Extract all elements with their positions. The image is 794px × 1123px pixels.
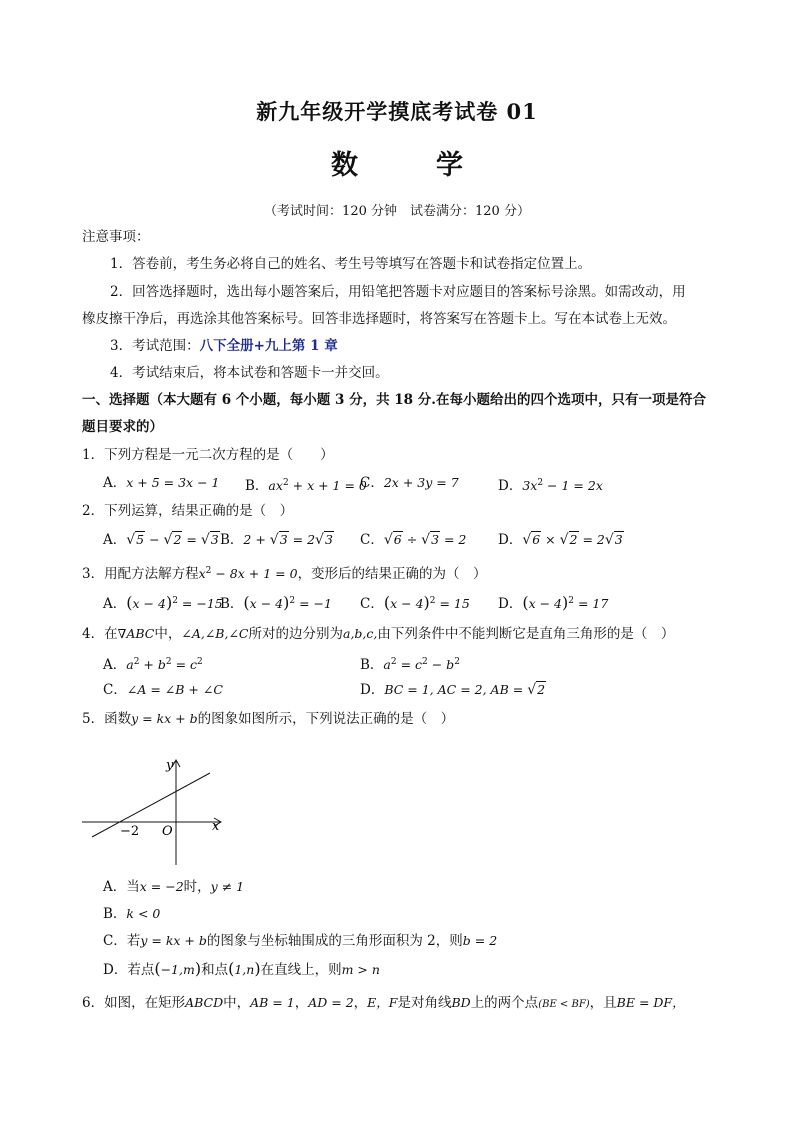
q3-option-c-label: C． bbox=[360, 596, 384, 613]
q5-option-a bbox=[103, 878, 244, 896]
q4-angles: ∠A,∠B,∠C bbox=[181, 626, 249, 641]
q5-option-c-math-2: b = 2 bbox=[462, 933, 498, 948]
q5-option-b-math: k < 0 bbox=[126, 906, 161, 921]
q2-option-c-label: C． bbox=[360, 532, 384, 548]
q2-stem: 2．下列运算，结果正确的是（ ） bbox=[82, 503, 294, 519]
q1-option-b-label: B． bbox=[245, 478, 269, 495]
notes-item-2-line-2: 橡皮擦干净后，再选涂其他答案标号。回答非选择题时，将答案写在答题卡上。写在本试卷上无效。 bbox=[82, 311, 676, 327]
q2-option-d-math: √6 × √2 = 2√3 bbox=[522, 532, 623, 548]
q2-option-d bbox=[498, 531, 624, 549]
q5-function: y = kx + b bbox=[131, 711, 198, 726]
q6-stem-mid-5: 上的两个点 bbox=[470, 995, 539, 1011]
q3-stem-post: ，变形后的结果正确的为（ ） bbox=[297, 566, 487, 583]
q1-stem: 1．下列方程是一元二次方程的是（ ） bbox=[82, 447, 334, 463]
q5-option-b-label: B． bbox=[103, 906, 127, 922]
q5-stem-post: 的图象如图所示，下列说法正确的是（ ） bbox=[197, 711, 455, 727]
q3-option-c bbox=[360, 592, 470, 613]
q1-option-b bbox=[245, 474, 367, 495]
notes-item-3 bbox=[110, 337, 338, 355]
q2-option-b-math: 2 + √3 = 2√3 bbox=[243, 532, 333, 548]
q2-option-a-label: A． bbox=[103, 532, 127, 548]
q6-diagonal: BD bbox=[451, 995, 471, 1010]
q1-option-a-label: A． bbox=[103, 475, 127, 491]
exam-scope: 八下全册+九上第 1 章 bbox=[199, 338, 338, 354]
q2-option-c bbox=[360, 531, 466, 549]
q3-option-d-label: D． bbox=[498, 596, 523, 613]
q2-option-a bbox=[103, 531, 220, 549]
q6-stem-mid-4: 是对角线 bbox=[397, 995, 452, 1011]
q5-option-d-math-1: (−1,m) bbox=[154, 959, 202, 978]
q4-stem-mid-2: 所对的边分别为 bbox=[248, 626, 343, 642]
q5-option-c-mid: 的图象与坐标轴围成的三角形面积为 2，则 bbox=[206, 933, 463, 949]
q6-points: E，F bbox=[367, 995, 398, 1010]
q5-option-a-pre: A．当 bbox=[103, 879, 140, 895]
q4-option-a bbox=[103, 653, 203, 674]
q2-option-b-label: B． bbox=[220, 532, 244, 548]
notes-item-3-prefix: 3．考试范围： bbox=[110, 338, 200, 354]
q5-option-c-pre: C．若 bbox=[103, 933, 141, 949]
q6-ad: AD = 2 bbox=[308, 995, 354, 1010]
q3-option-d-math: $(x - 4)^2 = 17$ bbox=[522, 593, 609, 613]
section-1-heading-line-2: 题目要求的） bbox=[82, 419, 163, 435]
q4-option-a-math: $a^2 + b^2 = c^2$ bbox=[126, 657, 203, 673]
q6-stem-mid-2: ， bbox=[294, 995, 309, 1011]
q6-stem-pre: 6．如图，在矩形 bbox=[82, 995, 186, 1011]
q1-option-c bbox=[360, 474, 459, 492]
q5-option-d-pre: D．若点 bbox=[103, 962, 155, 978]
subject-title bbox=[0, 143, 794, 182]
q1-option-a-math: x + 5 = 3x − 1 bbox=[126, 475, 220, 490]
q6-condition-1: (BE < BF) bbox=[538, 999, 590, 1010]
q5-option-a-math-2: y ≠ 1 bbox=[210, 879, 245, 894]
notes-item-4: 4．考试结束后，将本试卷和答题卡一并交回。 bbox=[110, 365, 389, 381]
q3-stem-pre: 3．用配方法解方程 bbox=[82, 566, 199, 583]
q4-sides: a,b,c, bbox=[343, 626, 378, 641]
function-line bbox=[92, 773, 210, 837]
origin-label: O bbox=[162, 824, 173, 839]
q6-ab: AB = 1 bbox=[250, 995, 295, 1010]
q2-option-d-label: D． bbox=[498, 532, 523, 548]
q2-option-a-math: √5 − √2 = √3 bbox=[126, 532, 219, 548]
q4-option-a-label: A． bbox=[103, 657, 127, 674]
q5-graph bbox=[78, 755, 228, 870]
q3-option-b-label: B． bbox=[220, 596, 244, 613]
q4-option-d-math: BC = 1, AC = 2, AB = √2 bbox=[384, 682, 546, 698]
q5-option-d-math-3: m > n bbox=[341, 962, 380, 977]
q1-option-c-label: C． bbox=[360, 475, 384, 491]
q3-option-b bbox=[220, 592, 332, 613]
section-1-heading-line-1: 一、选择题（本大题有 6 个小题，每小题 3 分，共 18 分.在每小题给出的四个选项中，只有一项是符合 bbox=[82, 392, 706, 408]
q6-stem bbox=[82, 994, 685, 1014]
q3-option-a-label: A． bbox=[103, 596, 127, 613]
q4-stem-post: 由下列条件中不能判断它是直角三角形的是（ ） bbox=[377, 626, 675, 642]
q4-stem bbox=[82, 625, 674, 643]
exam-meta: （考试时间：120 分钟 试卷满分：120 分） bbox=[264, 204, 530, 219]
q5-option-d bbox=[103, 960, 380, 979]
q2-option-c-math: √6 ÷ √3 = 2 bbox=[383, 532, 467, 548]
q3-option-d bbox=[498, 592, 608, 613]
q5-stem-pre: 5．函数 bbox=[82, 711, 132, 727]
q6-stem-mid-6: ，且 bbox=[589, 995, 617, 1011]
q4-option-d-label: D． bbox=[360, 682, 385, 698]
q5-option-a-mid: 时， bbox=[183, 879, 211, 895]
q4-option-c-math: ∠A = ∠B + ∠C bbox=[126, 682, 223, 697]
q4-triangle: ∇ABC bbox=[117, 626, 155, 641]
x-axis-label: x bbox=[212, 819, 220, 834]
q5-option-c bbox=[103, 932, 497, 950]
q5-option-a-math-1: x = −2 bbox=[139, 879, 184, 894]
q6-rect: ABCD bbox=[185, 995, 224, 1010]
q3-option-c-math: $(x - 4)^2 = 15$ bbox=[383, 593, 470, 613]
q4-option-b-label: B． bbox=[360, 657, 384, 674]
q5-option-d-math-2: (1,n) bbox=[228, 959, 261, 978]
q3-option-b-math: $(x - 4)^2 = -1$ bbox=[243, 593, 332, 613]
q4-option-c bbox=[103, 681, 223, 699]
q5-stem bbox=[82, 710, 454, 728]
q6-stem-mid-3: ， bbox=[353, 995, 368, 1011]
x-intercept-label: −2 bbox=[120, 824, 140, 839]
q1-option-d-label: D． bbox=[498, 478, 523, 495]
q1-option-a bbox=[103, 474, 219, 492]
notes-heading: 注意事项： bbox=[82, 229, 150, 245]
notes-item-1: 1．答卷前，考生务必将自己的姓名、考生号等填写在答题卡和试卷指定位置上。 bbox=[110, 256, 592, 272]
y-axis-label: y bbox=[166, 758, 174, 773]
q1-option-d-math: $3x^2 - 1 = 2x$ bbox=[522, 478, 603, 494]
subject-char-2: 学 bbox=[436, 150, 463, 181]
q2-option-b bbox=[220, 531, 334, 549]
q1-option-b-math: $ax^2 + x + 1 = 0$ bbox=[268, 478, 367, 494]
q6-condition-2: BE = DF， bbox=[616, 995, 685, 1010]
q5-option-c-math-1: y = kx + b bbox=[140, 933, 207, 948]
q3-option-a-math: $(x - 4)^2 = -15$ bbox=[126, 593, 223, 613]
exam-title: 新九年级开学摸底考试卷 01 bbox=[256, 99, 538, 124]
q1-option-d bbox=[498, 474, 603, 495]
q5-option-b bbox=[103, 905, 160, 923]
q4-stem-mid-1: 中， bbox=[154, 626, 182, 642]
q4-option-b bbox=[360, 653, 460, 674]
q5-option-d-mid-1: 和点 bbox=[201, 962, 229, 978]
q4-option-d bbox=[360, 681, 546, 699]
q3-stem bbox=[82, 562, 487, 583]
q3-option-a bbox=[103, 592, 223, 613]
q4-stem-pre: 4．在 bbox=[82, 626, 118, 642]
q4-option-b-math: $a^2 = c^2 - b^2$ bbox=[383, 657, 460, 673]
subject-char-1: 数 bbox=[331, 150, 358, 181]
q6-stem-mid-1: 中， bbox=[223, 995, 251, 1011]
q5-option-d-mid-2: 在直线上，则 bbox=[260, 962, 342, 978]
q4-option-c-label: C． bbox=[103, 682, 127, 698]
q1-option-c-math: 2x + 3y = 7 bbox=[383, 475, 459, 490]
q3-equation: $x^2 - 8x + 1 = 0$ bbox=[198, 566, 298, 582]
notes-item-2-line-1: 2．回答选择题时，选出每小题答案后，用铅笔把答题卡对应题目的答案标号涂黑。如需改动，用 bbox=[110, 284, 686, 300]
